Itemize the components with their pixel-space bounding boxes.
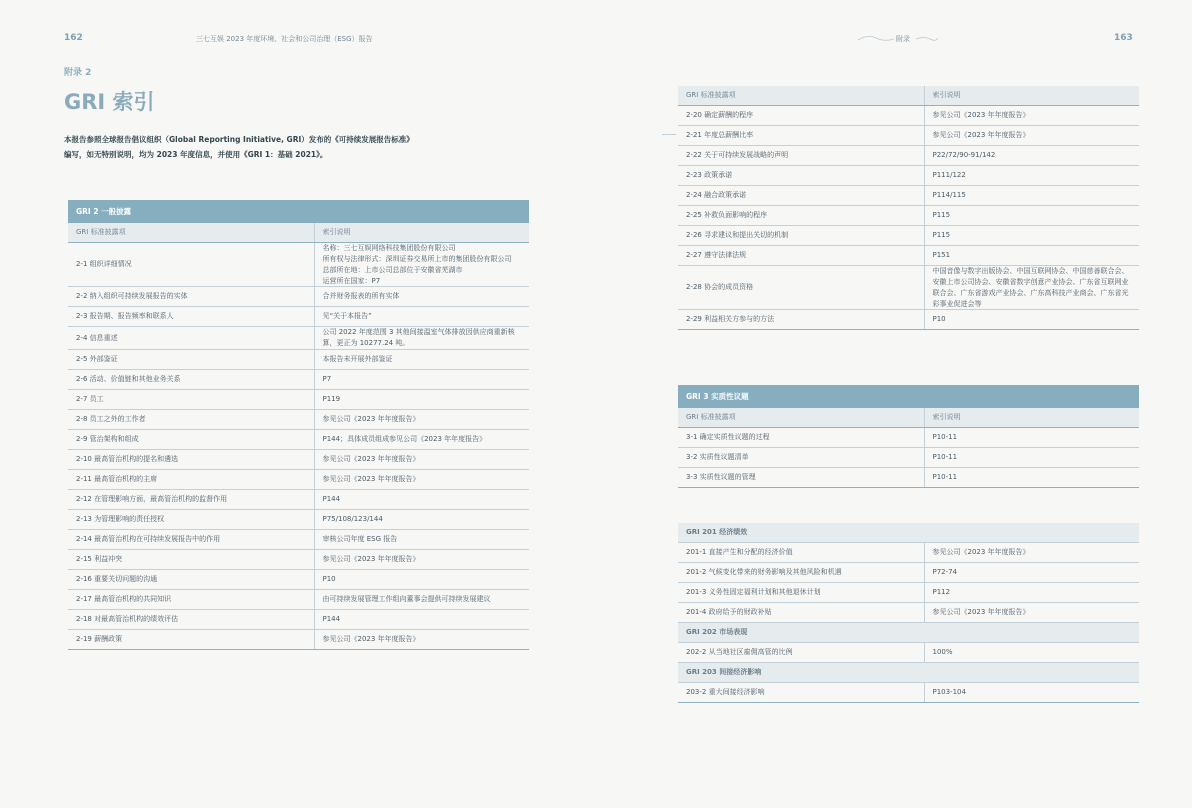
disclosure-item: 2-18 对最高管治机构的绩效评估 bbox=[68, 610, 314, 630]
table-row bbox=[678, 266, 1139, 310]
disclosure-item: 2-15 利益冲突 bbox=[68, 550, 314, 570]
disclosure-item: 2-23 政策承诺 bbox=[678, 166, 924, 186]
table-row bbox=[68, 470, 529, 490]
gri2-table bbox=[68, 200, 529, 650]
disclosure-item: 2-6 活动、价值链和其他业务关系 bbox=[68, 370, 314, 390]
table-row bbox=[68, 510, 529, 530]
reference-note: 参见公司《2023 年年度报告》 bbox=[314, 450, 529, 470]
reference-note: P111/122 bbox=[924, 166, 1139, 186]
table-row bbox=[68, 630, 529, 650]
disclosure-item: 203-2 重大间接经济影响 bbox=[678, 683, 924, 703]
running-header-right: 附录 bbox=[896, 35, 910, 43]
reference-note: P115 bbox=[924, 226, 1139, 246]
reference-note: P144；具体成员组成参见公司《2023 年年度报告》 bbox=[314, 430, 529, 450]
table-row bbox=[678, 146, 1139, 166]
disclosure-item: 2-9 管治架构和组成 bbox=[68, 430, 314, 450]
table-row bbox=[678, 468, 1139, 488]
disclosure-item: 2-3 报告期、报告频率和联系人 bbox=[68, 307, 314, 327]
disclosure-item: 2-27 遵守法律法规 bbox=[678, 246, 924, 266]
table-row bbox=[68, 430, 529, 450]
reference-note: P112 bbox=[924, 583, 1139, 603]
reference-note: 审核公司年度 ESG 报告 bbox=[314, 530, 529, 550]
col-header-disclosure: GRI 标准披露项 bbox=[678, 408, 924, 428]
table-row bbox=[678, 226, 1139, 246]
disclosure-item: 2-10 最高管治机构的提名和遴选 bbox=[68, 450, 314, 470]
disclosure-item: 2-19 薪酬政策 bbox=[68, 630, 314, 650]
disclosure-item: 2-8 员工之外的工作者 bbox=[68, 410, 314, 430]
disclosure-item: 2-12 在管理影响方面，最高管治机构的监督作用 bbox=[68, 490, 314, 510]
table-row bbox=[68, 450, 529, 470]
reference-note: 见“关于本报告” bbox=[314, 307, 529, 327]
reference-note: P10-11 bbox=[924, 428, 1139, 448]
table-row bbox=[68, 287, 529, 307]
reference-note: P103-104 bbox=[924, 683, 1139, 703]
table-row bbox=[678, 448, 1139, 468]
group-title: GRI 201 经济绩效 bbox=[678, 523, 1139, 543]
reference-note: P10-11 bbox=[924, 468, 1139, 488]
page-number-right: 163 bbox=[1114, 33, 1133, 43]
table-row bbox=[678, 603, 1139, 623]
disclosure-item: 2-29 利益相关方参与的方法 bbox=[678, 310, 924, 330]
disclosure-item: 2-4 信息重述 bbox=[68, 327, 314, 350]
table-row bbox=[68, 490, 529, 510]
disclosure-item: 201-3 义务性固定福利计划和其他退休计划 bbox=[678, 583, 924, 603]
intro-paragraph bbox=[64, 132, 534, 162]
reference-note: P22/72/90-91/142 bbox=[924, 146, 1139, 166]
table-row bbox=[68, 530, 529, 550]
col-header-disclosure: GRI 标准披露项 bbox=[68, 223, 314, 243]
running-header-left: 三七互娱 2023 年度环境、社会和公司治理（ESG）报告 bbox=[196, 35, 373, 43]
table-row bbox=[68, 410, 529, 430]
disclosure-item: 2-7 员工 bbox=[68, 390, 314, 410]
disclosure-item: 2-26 寻求建议和提出关切的机制 bbox=[678, 226, 924, 246]
table-row bbox=[68, 390, 529, 410]
reference-note: 参见公司《2023 年年度报告》 bbox=[314, 630, 529, 650]
table-row bbox=[68, 370, 529, 390]
reference-note: 参见公司《2023 年年度报告》 bbox=[314, 470, 529, 490]
table-row bbox=[68, 350, 529, 370]
group-header-row bbox=[678, 523, 1139, 543]
side-rule bbox=[662, 134, 676, 135]
table-row bbox=[678, 310, 1139, 330]
reference-note: 公司 2022 年度范围 3 其他间接温室气体排放因供应商重新核算，更正为 10277.24 吨。 bbox=[314, 327, 529, 350]
reference-note: P72-74 bbox=[924, 563, 1139, 583]
table-row bbox=[678, 126, 1139, 146]
reference-note: 本报告未开展外部鉴证 bbox=[314, 350, 529, 370]
reference-note: P151 bbox=[924, 246, 1139, 266]
reference-note: 由可持续发展管理工作组向董事会提供可持续发展建议 bbox=[314, 590, 529, 610]
table-row bbox=[68, 243, 529, 287]
reference-note: 参见公司《2023 年年度报告》 bbox=[314, 410, 529, 430]
intro-line-1: 本报告参照全球报告倡议组织（Global Reporting Initiative, GRI）发布的《可持续发展报告标准》 bbox=[64, 135, 414, 144]
disclosure-item: 3-1 确定实质性议题的过程 bbox=[678, 428, 924, 448]
reference-note: 合并财务报表的所有实体 bbox=[314, 287, 529, 307]
col-header-disclosure: GRI 标准披露项 bbox=[678, 86, 924, 106]
reference-note: P10 bbox=[314, 570, 529, 590]
reference-note: 参见公司《2023 年年度报告》 bbox=[924, 543, 1139, 563]
page-number-left: 162 bbox=[64, 33, 83, 43]
reference-note: P119 bbox=[314, 390, 529, 410]
table-row bbox=[68, 327, 529, 350]
table-row bbox=[678, 206, 1139, 226]
disclosure-item: 3-3 实质性议题的管理 bbox=[678, 468, 924, 488]
table-row bbox=[678, 246, 1139, 266]
reference-note: 100% bbox=[924, 643, 1139, 663]
right-page bbox=[596, 0, 1192, 808]
disclosure-item: 2-16 重要关切问题的沟通 bbox=[68, 570, 314, 590]
table-row bbox=[678, 543, 1139, 563]
disclosure-item: 2-25 补救负面影响的程序 bbox=[678, 206, 924, 226]
table-row bbox=[678, 563, 1139, 583]
reference-note: P7 bbox=[314, 370, 529, 390]
reference-note: P114/115 bbox=[924, 186, 1139, 206]
table-row bbox=[678, 166, 1139, 186]
gri2-continued-table bbox=[678, 86, 1139, 330]
disclosure-item: 2-17 最高管治机构的共同知识 bbox=[68, 590, 314, 610]
reference-note: 参见公司《2023 年年度报告》 bbox=[924, 126, 1139, 146]
disclosure-item: 201-1 直接产生和分配的经济价值 bbox=[678, 543, 924, 563]
col-header-reference: 索引说明 bbox=[924, 408, 1139, 428]
reference-note: P144 bbox=[314, 610, 529, 630]
disclosure-item: 2-11 最高管治机构的主席 bbox=[68, 470, 314, 490]
disclosure-item: 2-21 年度总薪酬比率 bbox=[678, 126, 924, 146]
reference-note: P144 bbox=[314, 490, 529, 510]
disclosure-item: 2-28 协会的成员资格 bbox=[678, 266, 924, 310]
disclosure-item: 2-14 最高管治机构在可持续发展报告中的作用 bbox=[68, 530, 314, 550]
disclosure-item: 202-2 从当地社区雇佣高管的比例 bbox=[678, 643, 924, 663]
group-header-row bbox=[678, 663, 1139, 683]
group-title: GRI 202 市场表现 bbox=[678, 623, 1139, 643]
disclosure-item: 2-13 为管理影响的责任授权 bbox=[68, 510, 314, 530]
table-row bbox=[68, 550, 529, 570]
disclosure-item: 2-5 外部鉴证 bbox=[68, 350, 314, 370]
table-row bbox=[678, 186, 1139, 206]
reference-note: 名称：三七互娱网络科技集团股份有限公司 所有权与法律形式：深圳证券交易所上市的集团股份有限公司 总部所在地：上市公司总部位于安徽省芜湖市 运营所在国家：P7 bbox=[314, 243, 529, 287]
reference-note: P75/108/123/144 bbox=[314, 510, 529, 530]
group-header-row bbox=[678, 623, 1139, 643]
table-row bbox=[678, 106, 1139, 126]
gri2-section-title: GRI 2 一般披露 bbox=[68, 200, 529, 223]
disclosure-item: 2-22 关于可持续发展战略的声明 bbox=[678, 146, 924, 166]
page-title: GRI 索引 bbox=[64, 90, 155, 114]
disclosure-item: 2-20 确定薪酬的程序 bbox=[678, 106, 924, 126]
appendix-label: 附录 2 bbox=[64, 68, 92, 78]
disclosure-item: 2-1 组织详细情况 bbox=[68, 243, 314, 287]
reference-note: 参见公司《2023 年年度报告》 bbox=[924, 106, 1139, 126]
intro-line-2: 编写，如无特别说明，均为 2023 年度信息，并使用《GRI 1：基础 2021》。 bbox=[64, 150, 328, 159]
reference-note: P10-11 bbox=[924, 448, 1139, 468]
gri3-section-title: GRI 3 实质性议题 bbox=[678, 385, 1139, 408]
table-row bbox=[68, 590, 529, 610]
reference-note: P10 bbox=[924, 310, 1139, 330]
table-row bbox=[678, 428, 1139, 448]
table-row bbox=[68, 610, 529, 630]
table-row bbox=[678, 683, 1139, 703]
group-title: GRI 203 间接经济影响 bbox=[678, 663, 1139, 683]
disclosure-item: 2-24 融合政策承诺 bbox=[678, 186, 924, 206]
gri3-table bbox=[678, 385, 1139, 488]
disclosure-item: 2-2 纳入组织可持续发展报告的实体 bbox=[68, 287, 314, 307]
table-row bbox=[678, 643, 1139, 663]
reference-note: 参见公司《2023 年年度报告》 bbox=[314, 550, 529, 570]
col-header-reference: 索引说明 bbox=[924, 86, 1139, 106]
gri200-table bbox=[678, 523, 1139, 703]
disclosure-item: 201-4 政府给予的财政补贴 bbox=[678, 603, 924, 623]
col-header-reference: 索引说明 bbox=[314, 223, 529, 243]
reference-note: 参见公司《2023 年年度报告》 bbox=[924, 603, 1139, 623]
table-row bbox=[68, 307, 529, 327]
table-row bbox=[678, 583, 1139, 603]
table-row bbox=[68, 570, 529, 590]
reference-note: 中国音像与数字出版协会、中国互联网协会、中国慈善联合会、安徽上市公司协会、安徽省数字创意产业协会、广东省互联网业联合会、广东省游戏产业协会、广东高科技产业商会、广东省光彩事业促进会等 bbox=[924, 266, 1139, 310]
reference-note: P115 bbox=[924, 206, 1139, 226]
disclosure-item: 3-2 实质性议题清单 bbox=[678, 448, 924, 468]
disclosure-item: 201-2 气候变化带来的财务影响及其他风险和机遇 bbox=[678, 563, 924, 583]
